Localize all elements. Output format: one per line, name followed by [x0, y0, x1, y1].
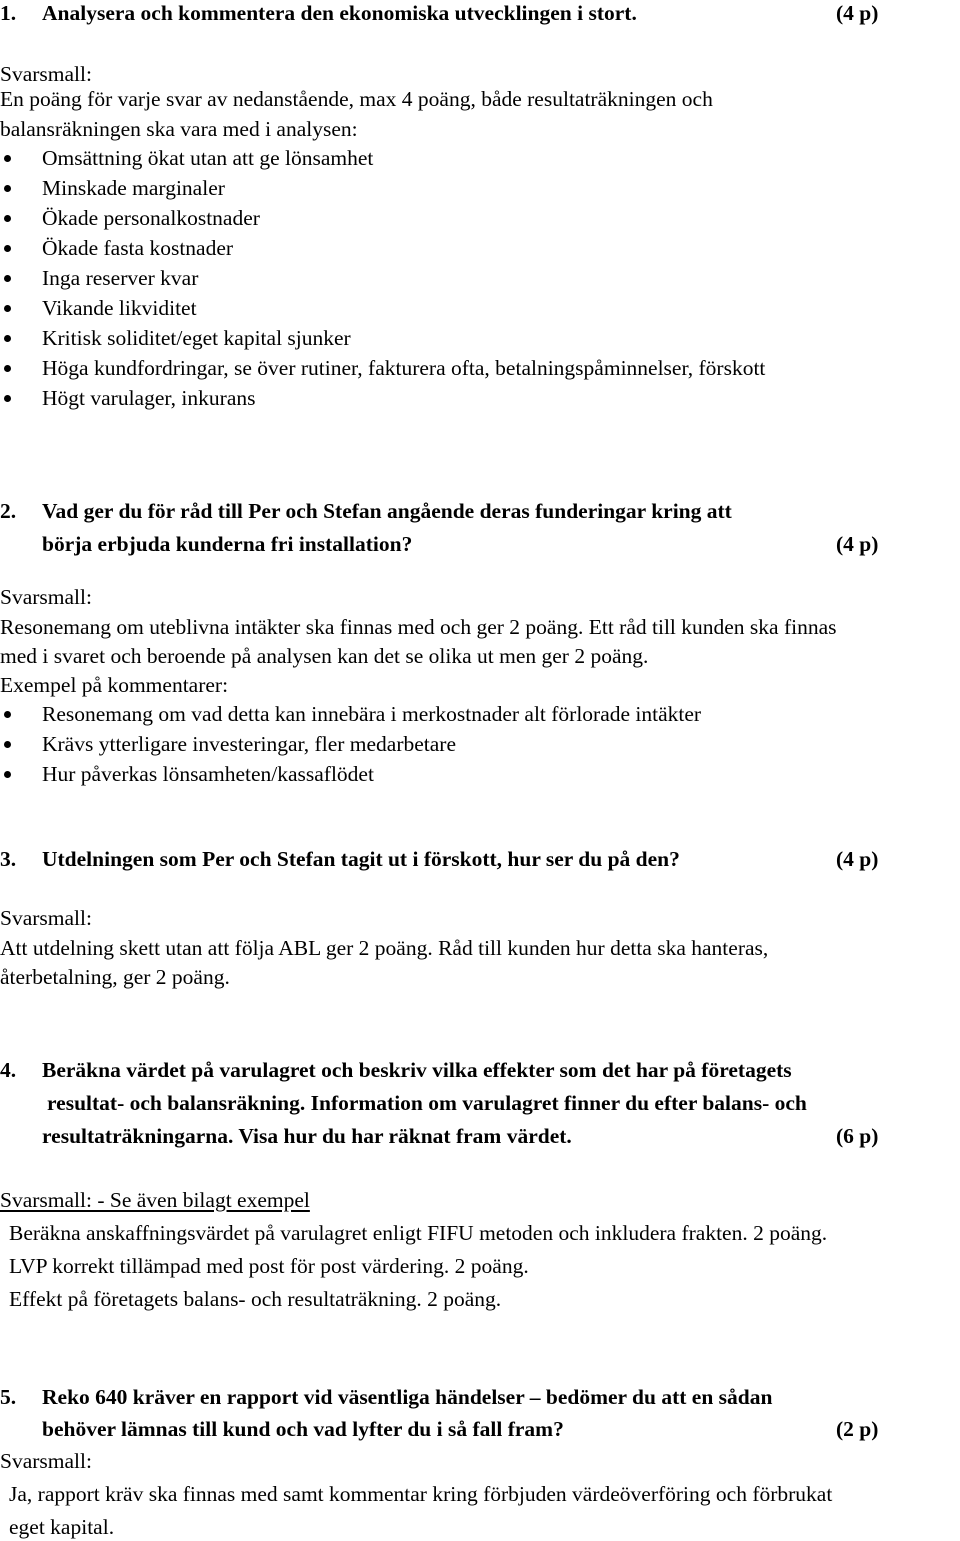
bullet-icon — [4, 275, 11, 282]
bullet-icon — [4, 305, 11, 312]
question-4-template-label: Svarsmall: - Se även bilagt exempel — [0, 1188, 310, 1212]
bullet-icon — [4, 771, 11, 778]
question-2-examples-label: Exempel på kommentarer: — [0, 673, 229, 697]
question-3-title: Utdelningen som Per och Stefan tagit ut i förskott, hur ser du på den? — [42, 847, 680, 871]
question-5-title-line: Reko 640 kräver en rapport vid väsentliga händelser – bedömer du att en sådan — [42, 1385, 773, 1409]
question-5-answer-line: eget kapital. — [9, 1515, 115, 1539]
question-4-title-line: resultaträkningarna. Visa hur du har räknat fram värdet. — [42, 1124, 572, 1148]
question-5-template-label: Svarsmall: — [0, 1449, 92, 1473]
question-1-intro-line: En poäng för varje svar av nedanstående, max 4 poäng, både resultaträkningen och — [0, 87, 713, 111]
question-3-answer-line: återbetalning, ger 2 poäng. — [0, 965, 230, 989]
question-4-points: (6 p) — [836, 1124, 879, 1148]
question-1-template-label: Svarsmall: — [0, 62, 92, 86]
question-4-answer-line: LVP korrekt tillämpad med post för post värdering. 2 poäng. — [9, 1254, 529, 1278]
question-4-title-line: resultat- och balansräkning. Information om varulagret finner du efter balans- och — [47, 1091, 807, 1115]
question-2-title-line: börja erbjuda kunderna fri installation? — [42, 532, 413, 556]
question-5-number: 5. — [0, 1385, 17, 1409]
question-2-bullet: Krävs ytterligare investeringar, fler medarbetare — [42, 732, 457, 756]
question-4-answer-line: Beräkna anskaffningsvärdet på varulagret enligt FIFU metoden och inkludera frakten. 2 poäng. — [9, 1221, 828, 1245]
question-1-bullet: Inga reserver kvar — [42, 266, 199, 290]
question-4-answer-line: Effekt på företagets balans- och resultaträkning. 2 poäng. — [9, 1287, 502, 1311]
question-1-bullet: Omsättning ökat utan att ge lönsamhet — [42, 146, 374, 170]
question-1-bullet: Ökade personalkostnader — [42, 206, 260, 230]
question-1-number: 1. — [0, 1, 17, 25]
question-1-bullet: Ökade fasta kostnader — [42, 236, 234, 260]
bullet-icon — [4, 215, 11, 222]
question-1-bullet: Högt varulager, inkurans — [42, 386, 256, 410]
question-2-bullet: Resonemang om vad detta kan innebära i merkostnader alt förlorade intäkter — [42, 702, 702, 726]
bullet-icon — [4, 155, 11, 162]
question-3-points: (4 p) — [836, 847, 879, 871]
question-2-number: 2. — [0, 499, 17, 523]
bullet-icon — [4, 335, 11, 342]
question-2-bullet: Hur påverkas lönsamheten/kassaflödet — [42, 762, 374, 786]
question-3-number: 3. — [0, 847, 17, 871]
question-1-intro-line: balansräkningen ska vara med i analysen: — [0, 117, 358, 141]
question-1-bullet: Minskade marginaler — [42, 176, 225, 200]
question-1-points: (4 p) — [836, 1, 879, 25]
question-3-answer-line: Att utdelning skett utan att följa ABL ger 2 poäng. Råd till kunden hur detta ska hanteras, — [0, 936, 769, 960]
question-1-title: Analysera och kommentera den ekonomiska utvecklingen i stort. — [42, 1, 637, 25]
question-1-bullet: Höga kundfordringar, se över rutiner, fakturera ofta, betalningspåminnelser, förskott — [42, 356, 766, 380]
question-4-title-line: Beräkna värdet på varulagret och beskriv vilka effekter som det har på företagets — [42, 1058, 792, 1082]
bullet-icon — [4, 711, 11, 718]
bullet-icon — [4, 365, 11, 372]
question-2-answer-line: med i svaret och beroende på analysen kan det se olika ut men ger 2 poäng. — [0, 644, 649, 668]
question-2-template-label: Svarsmall: — [0, 585, 92, 609]
bullet-icon — [4, 741, 11, 748]
question-1-bullet: Vikande likviditet — [42, 296, 197, 320]
question-5-points: (2 p) — [836, 1417, 879, 1441]
bullet-icon — [4, 185, 11, 192]
question-2-points: (4 p) — [836, 532, 879, 556]
question-4-number: 4. — [0, 1058, 17, 1082]
question-5-title-line: behöver lämnas till kund och vad lyfter du i så fall fram? — [42, 1417, 564, 1441]
bullet-icon — [4, 245, 11, 252]
question-5-answer-line: Ja, rapport kräv ska finnas med samt kommentar kring förbjuden värdeöverföring och förbrukat — [9, 1482, 833, 1506]
question-3-template-label: Svarsmall: — [0, 906, 92, 930]
question-2-title-line: Vad ger du för råd till Per och Stefan angående deras funderingar kring att — [42, 499, 732, 523]
bullet-icon — [4, 395, 11, 402]
question-2-answer-line: Resonemang om uteblivna intäkter ska finnas med och ger 2 poäng. Ett råd till kunden ska finnas — [0, 615, 837, 639]
question-1-bullet: Kritisk soliditet/eget kapital sjunker — [42, 326, 351, 350]
